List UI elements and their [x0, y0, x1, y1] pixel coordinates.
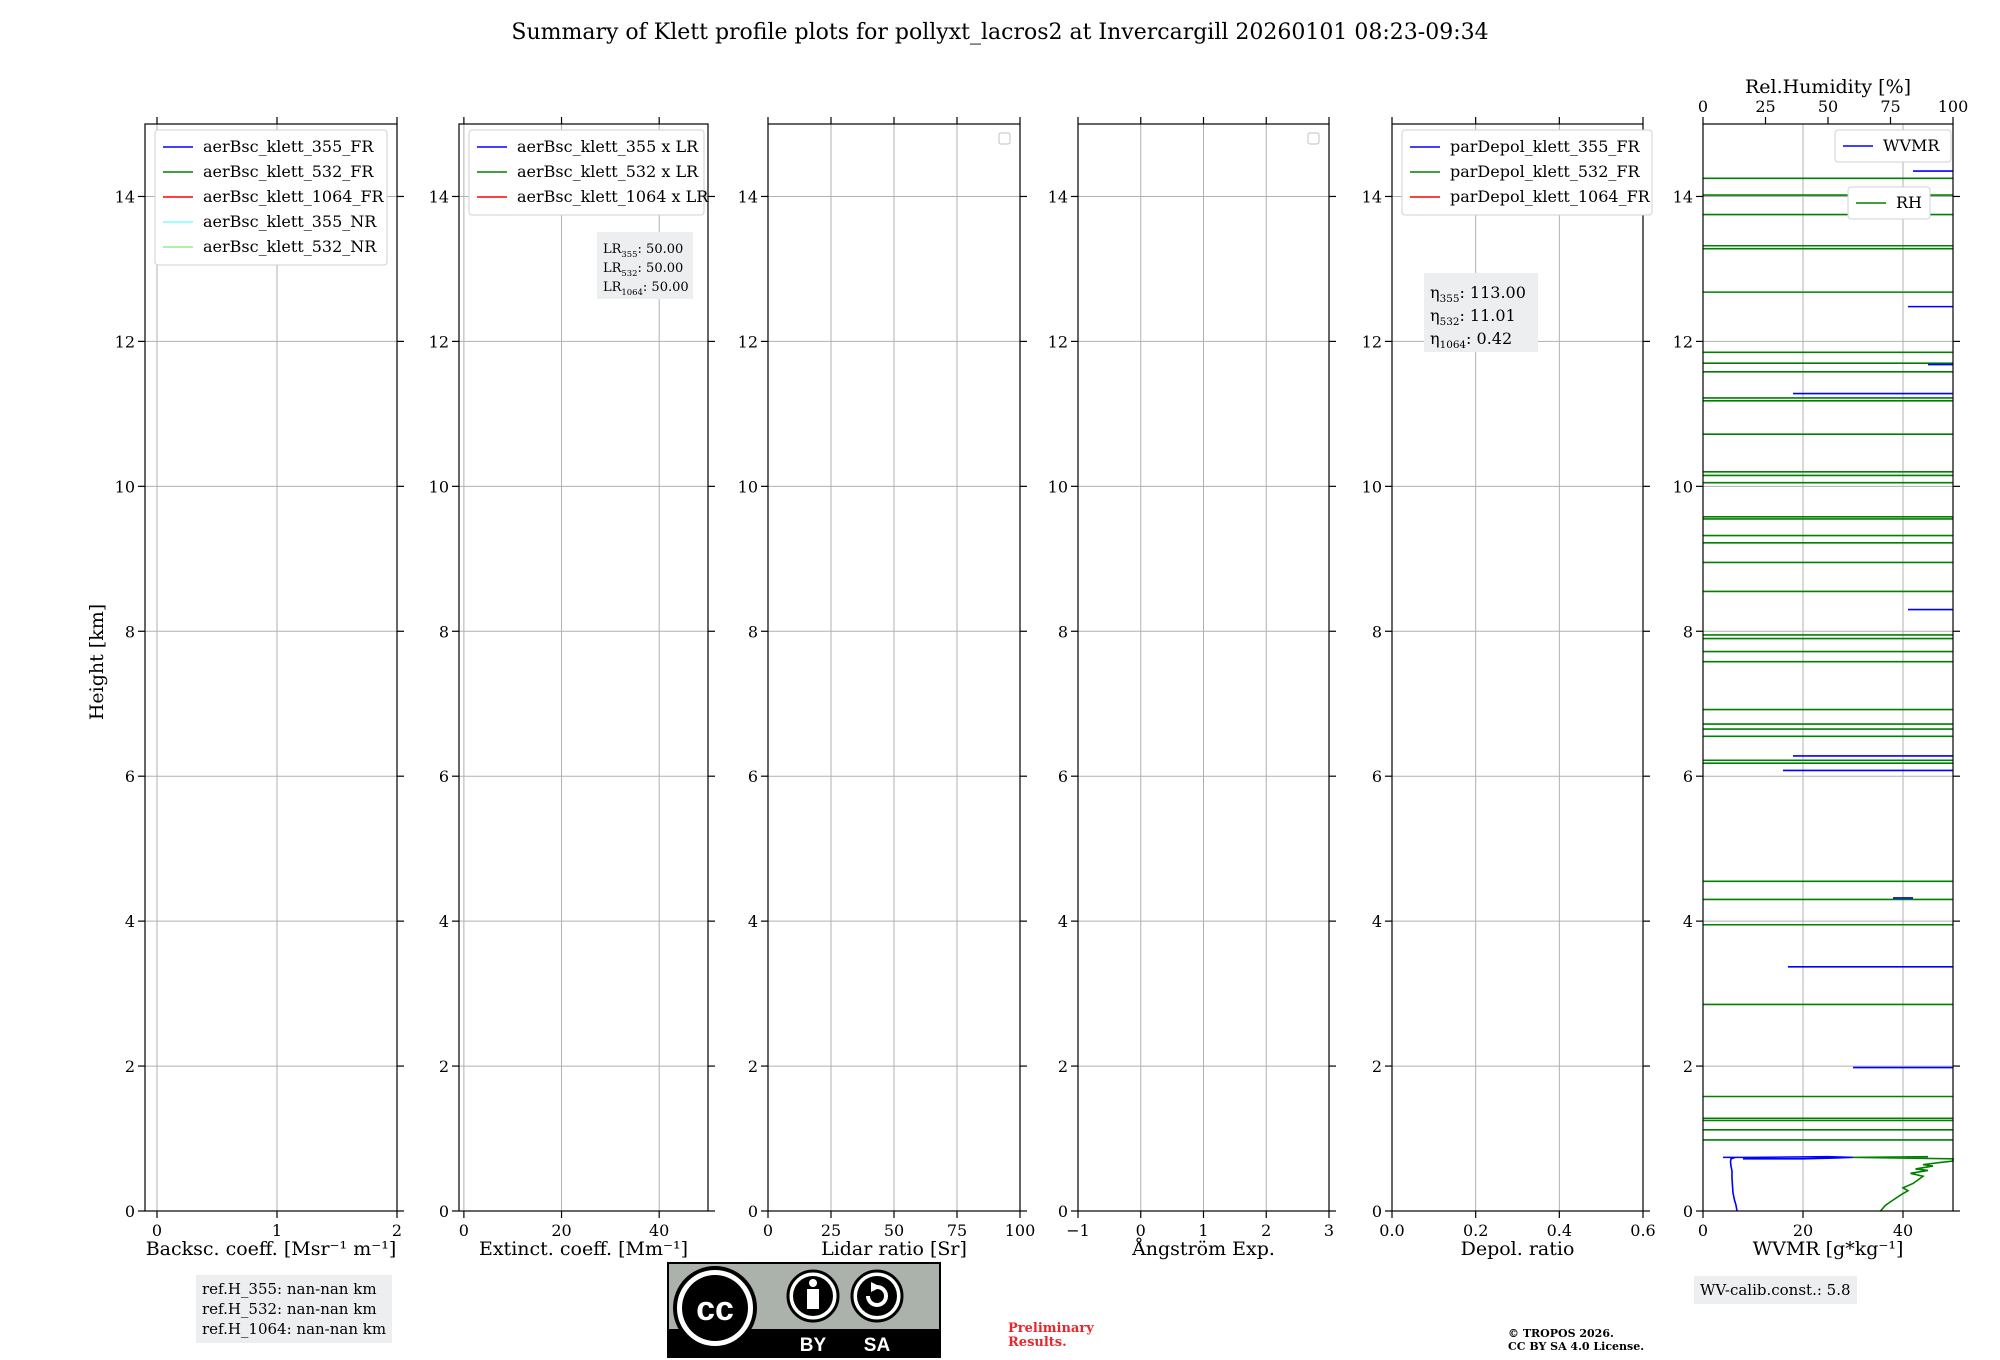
x-tick-label: 50 — [883, 1221, 905, 1240]
x-tick-label: 0.0 — [1379, 1221, 1405, 1240]
copyright-line-1: © TROPOS 2026. — [1508, 1327, 1614, 1340]
y-tick-label: 0 — [438, 1202, 449, 1221]
legend-label: RH — [1896, 193, 1922, 212]
panel-angstrom — [1048, 117, 1336, 1260]
y-tick-label: 12 — [114, 332, 135, 352]
x-tick-label: 25 — [820, 1221, 842, 1240]
x-tick-label: 75 — [946, 1221, 968, 1240]
legend-label: aerBsc_klett_355_NR — [203, 212, 377, 231]
y-tick-label: 12 — [1672, 332, 1693, 352]
y-tick-label: 4 — [1371, 912, 1382, 932]
top-x-tick-label: 0 — [1697, 97, 1709, 116]
ref-height-1064: ref.H_1064: nan-nan km — [202, 1320, 387, 1338]
y-tick-label: 2 — [124, 1057, 135, 1077]
y-tick-label: 10 — [1047, 477, 1068, 497]
top-x-tick-label: 25 — [1755, 97, 1776, 116]
x-tick-label: 0 — [1135, 1221, 1146, 1240]
legend-label: parDepol_klett_532_FR — [1450, 162, 1640, 181]
legend-label: parDepol_klett_355_FR — [1450, 137, 1640, 156]
y-tick-label: 6 — [438, 767, 449, 787]
y-tick-label: 10 — [428, 477, 449, 497]
y-tick-label: 2 — [438, 1057, 449, 1077]
wv-calib-box — [1694, 1276, 1857, 1304]
y-tick-label: 8 — [1682, 622, 1693, 642]
axes-frame — [145, 124, 397, 1211]
y-tick-label: 10 — [737, 477, 758, 497]
y-tick-label: 10 — [1672, 477, 1693, 497]
y-tick-label: 8 — [1371, 622, 1382, 642]
x-tick-label: 1 — [271, 1221, 283, 1240]
y-tick-label: 6 — [747, 767, 758, 787]
y-tick-label: 8 — [124, 622, 135, 642]
ref-height-box — [196, 1275, 392, 1343]
ref-height-355: ref.H_355: nan-nan km — [202, 1280, 377, 1298]
y-tick-label: 14 — [1672, 187, 1693, 207]
y-tick-label: 12 — [1047, 332, 1068, 352]
x-tick-label: 0.4 — [1546, 1221, 1573, 1240]
y-tick-label: 0 — [1682, 1202, 1693, 1221]
y-tick-label: 6 — [1057, 767, 1068, 787]
preliminary-line-1: Preliminary — [1008, 1321, 1094, 1336]
y-tick-label: 2 — [1057, 1057, 1068, 1077]
y-tick-label: 0 — [1057, 1202, 1068, 1221]
y-tick-label: 14 — [737, 187, 758, 207]
y-tick-label: 10 — [114, 477, 135, 497]
y-tick-label: 14 — [1361, 187, 1382, 207]
y-tick-label: 8 — [1057, 622, 1068, 642]
y-tick-label: 2 — [747, 1057, 758, 1077]
legend-label: aerBsc_klett_1064 x LR — [517, 187, 709, 206]
legend-label: WVMR — [1883, 136, 1940, 155]
empty-legend-box — [1308, 133, 1319, 144]
figure-title: Summary of Klett profile plots for pollyxt_lacros2 at Invercargill 20260101 08:23-09:34 — [511, 20, 1489, 45]
y-tick-label: 6 — [1371, 767, 1382, 787]
x-tick-label: 2 — [1261, 1221, 1272, 1240]
x-axis-label: Ångström Exp. — [1132, 1238, 1275, 1260]
series-wvmr-line — [1723, 1157, 1853, 1211]
annotation-line: $\eta_{1064}$: 0.42 — [1430, 329, 1513, 351]
x-tick-label: 0 — [458, 1221, 469, 1240]
panel-backscatter — [115, 117, 404, 1260]
axes-frame — [1703, 124, 1953, 1211]
x-axis-label: Backsc. coeff. [Msr⁻¹ m⁻¹] — [145, 1238, 397, 1260]
x-tick-label: 20 — [1792, 1221, 1814, 1240]
annotation-line: $\eta_{532}$: 11.01 — [1430, 306, 1516, 328]
y-tick-label: 4 — [1682, 912, 1693, 932]
annotation-line: $LR_{532}$: 50.00 — [603, 261, 684, 278]
copyright-note — [1508, 1327, 1644, 1353]
y-tick-label: 14 — [114, 187, 135, 207]
y-axis-label: Height [km] — [86, 603, 108, 721]
x-tick-label: 100 — [1004, 1221, 1036, 1240]
x-tick-label: −1 — [1066, 1221, 1090, 1240]
panel-lidar_ratio — [738, 117, 1036, 1260]
annotation-line: $\eta_{355}$: 113.00 — [1430, 283, 1526, 305]
ref-height-532: ref.H_532: nan-nan km — [202, 1300, 377, 1318]
preliminary-line-2: Results. — [1008, 1335, 1067, 1350]
preliminary-note — [1008, 1322, 1094, 1350]
x-tick-label: 0 — [1697, 1221, 1709, 1240]
empty-legend-box — [999, 133, 1010, 144]
x-tick-label: 20 — [551, 1221, 572, 1240]
x-tick-label: 0 — [151, 1221, 163, 1240]
legend-label: aerBsc_klett_355 x LR — [517, 137, 699, 156]
y-tick-label: 6 — [1682, 767, 1693, 787]
x-tick-label: 1 — [1198, 1221, 1209, 1240]
wv-calib-const: WV-calib.const.: 5.8 — [1700, 1281, 1851, 1299]
y-tick-label: 10 — [1361, 477, 1382, 497]
annotation-line: $LR_{355}$: 50.00 — [603, 242, 684, 259]
x-tick-label: 40 — [648, 1221, 670, 1240]
x-tick-label: 0.6 — [1630, 1221, 1656, 1240]
top-x-tick-label: 100 — [1937, 97, 1969, 116]
legend-label: aerBsc_klett_1064_FR — [203, 187, 384, 206]
y-tick-label: 4 — [438, 912, 449, 932]
x-axis-label: Lidar ratio [Sr] — [821, 1238, 967, 1260]
legend-label: aerBsc_klett_532 x LR — [517, 162, 699, 181]
panel-wvmr_rh — [1673, 76, 1969, 1260]
top-x-tick-label: 75 — [1880, 97, 1901, 116]
x-axis-label: Extinct. coeff. [Mm⁻¹] — [478, 1238, 689, 1260]
cc-by-label: BY — [799, 1335, 827, 1356]
panel-depol — [1362, 117, 1656, 1260]
x-tick-label: 0 — [762, 1221, 774, 1240]
cc-sa-label: SA — [863, 1335, 891, 1356]
x-tick-label: 2 — [391, 1221, 403, 1240]
legend-label: aerBsc_klett_355_FR — [203, 137, 374, 156]
x-axis-label: WVMR [g*kg⁻¹] — [1752, 1238, 1904, 1260]
legend-label: aerBsc_klett_532_NR — [203, 237, 377, 256]
x-tick-label: 40 — [1892, 1221, 1914, 1240]
x-axis-label: Depol. ratio — [1460, 1238, 1575, 1260]
y-tick-label: 8 — [747, 622, 758, 642]
y-tick-label: 0 — [747, 1202, 758, 1221]
y-tick-label: 2 — [1682, 1057, 1693, 1077]
y-tick-label: 4 — [1057, 912, 1068, 932]
y-tick-label: 8 — [438, 622, 449, 642]
y-tick-label: 12 — [737, 332, 758, 352]
panel-extinction — [429, 117, 715, 1260]
annotation-line: $LR_{1064}$: 50.00 — [603, 280, 689, 297]
y-tick-label: 14 — [1047, 187, 1068, 207]
y-tick-label: 14 — [428, 187, 449, 207]
y-tick-label: 4 — [124, 912, 135, 932]
legend-label: parDepol_klett_1064_FR — [1450, 187, 1650, 206]
copyright-line-2: CC BY SA 4.0 License. — [1508, 1340, 1645, 1353]
y-tick-label: 6 — [124, 767, 135, 787]
svg-text:cc: cc — [696, 1290, 734, 1328]
y-tick-label: 4 — [747, 912, 758, 932]
top-axis-label: Rel.Humidity [%] — [1744, 76, 1912, 98]
y-tick-label: 0 — [124, 1202, 135, 1221]
legend-label: aerBsc_klett_532_FR — [203, 162, 374, 181]
cc-by-sa-icon — [667, 1262, 941, 1358]
y-tick-label: 12 — [428, 332, 449, 352]
x-tick-label: 0.2 — [1462, 1221, 1489, 1240]
y-tick-label: 2 — [1371, 1057, 1382, 1077]
y-tick-label: 0 — [1371, 1202, 1382, 1221]
y-tick-label: 12 — [1361, 332, 1382, 352]
x-tick-label: 3 — [1323, 1221, 1335, 1240]
top-x-tick-label: 50 — [1817, 97, 1839, 116]
